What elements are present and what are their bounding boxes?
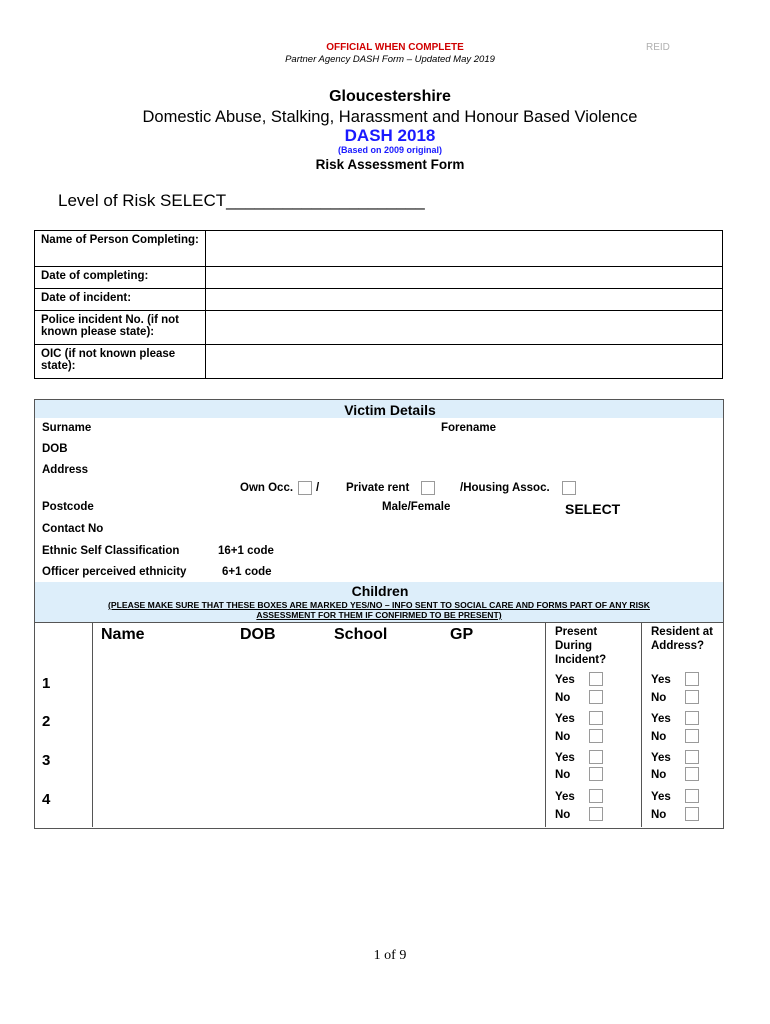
housing-assoc-label: /Housing Assoc.	[460, 482, 550, 494]
resident-at-address-header: Resident at Address?	[651, 626, 713, 652]
child-name-header: Name	[101, 626, 145, 643]
contact-no-label: Contact No	[42, 523, 104, 535]
police-incident-label: Police incident No. (if not known please state):	[35, 311, 206, 345]
resident-no-checkbox[interactable]	[685, 767, 699, 781]
child-school-header: School	[334, 626, 388, 643]
present-no-checkbox[interactable]	[589, 767, 603, 781]
oic-field[interactable]	[206, 345, 723, 379]
private-rent-checkbox[interactable]	[421, 481, 435, 495]
child-row-number: 4	[42, 791, 51, 808]
name-of-person-label: Name of Person Completing:	[35, 231, 206, 267]
resident-yes-label: Yes	[651, 791, 671, 803]
level-of-risk-select[interactable]: Level of Risk SELECT_____________________	[58, 191, 425, 210]
children-col-divider-2	[545, 622, 546, 827]
present-no-checkbox[interactable]	[589, 729, 603, 743]
resident-yes-checkbox[interactable]	[685, 789, 699, 803]
ethnic-self-code[interactable]: 16+1 code	[218, 545, 274, 557]
form-name: Risk Assessment Form	[315, 157, 465, 172]
ethnic-self-label: Ethnic Self Classification	[42, 545, 180, 557]
present-yes-label: Yes	[555, 752, 575, 764]
present-no-label: No	[555, 731, 571, 743]
private-rent-label: Private rent	[346, 482, 410, 494]
based-on-note: (Based on 2009 original)	[337, 145, 443, 155]
present-no-label: No	[555, 809, 571, 821]
gender-label: Male/Female	[382, 501, 451, 513]
children-warning-line1: (PLEASE MAKE SURE THAT THESE BOXES ARE MARKED YES/NO – INFO SENT TO SOCIAL CARE AND FORMS PART OF ANY RISK	[108, 600, 650, 610]
surname-label: Surname	[42, 422, 92, 434]
present-yes-label: Yes	[555, 713, 575, 725]
page-number: 1 of 9	[373, 948, 407, 963]
resident-yes-label: Yes	[651, 674, 671, 686]
child-row-number: 1	[42, 675, 51, 692]
child-row-number: 3	[42, 752, 51, 769]
present-no-checkbox[interactable]	[589, 690, 603, 704]
date-incident-field[interactable]	[206, 289, 723, 311]
postcode-label: Postcode	[42, 501, 94, 513]
officer-ethnicity-code[interactable]: 6+1 code	[222, 566, 272, 578]
resident-no-checkbox[interactable]	[685, 690, 699, 704]
children-warning-line2: ASSESSMENT FOR THEM IF CONFIRMED TO BE PRESENT)	[256, 610, 502, 620]
gender-select[interactable]: SELECT	[565, 501, 621, 517]
present-yes-checkbox[interactable]	[589, 789, 603, 803]
child-dob-header: DOB	[240, 626, 276, 643]
resident-yes-checkbox[interactable]	[685, 672, 699, 686]
resident-no-label: No	[651, 769, 667, 781]
police-incident-field[interactable]	[206, 311, 723, 345]
present-yes-checkbox[interactable]	[589, 750, 603, 764]
name-of-person-field[interactable]	[206, 231, 723, 267]
present-yes-label: Yes	[555, 791, 575, 803]
resident-yes-label: Yes	[651, 713, 671, 725]
present-no-label: No	[555, 692, 571, 704]
present-yes-checkbox[interactable]	[589, 672, 603, 686]
children-table-top-rule	[35, 622, 723, 623]
present-no-checkbox[interactable]	[589, 807, 603, 821]
completion-details-table	[34, 230, 723, 379]
present-yes-label: Yes	[555, 674, 575, 686]
date-incident-label: Date of incident:	[35, 289, 206, 311]
present-no-label: No	[555, 769, 571, 781]
victim-details-title: Victim Details	[344, 402, 436, 418]
children-col-divider-1	[92, 622, 93, 827]
tenure-separator: /	[316, 482, 320, 494]
date-completing-label: Date of completing:	[35, 267, 206, 289]
resident-no-checkbox[interactable]	[685, 807, 699, 821]
children-title: Children	[351, 583, 409, 599]
resident-yes-checkbox[interactable]	[685, 750, 699, 764]
resident-no-label: No	[651, 692, 667, 704]
resident-no-checkbox[interactable]	[685, 729, 699, 743]
forename-label: Forename	[441, 422, 496, 434]
resident-no-label: No	[651, 731, 667, 743]
date-completing-field[interactable]	[206, 267, 723, 289]
oic-label: OIC (if not known please state):	[35, 345, 206, 379]
child-gp-header: GP	[450, 626, 474, 643]
county-title: Gloucestershire	[329, 88, 451, 105]
present-yes-checkbox[interactable]	[589, 711, 603, 725]
resident-no-label: No	[651, 809, 667, 821]
form-scope-title: Domestic Abuse, Stalking, Harassment and Honour Based Violence	[142, 108, 638, 126]
housing-assoc-checkbox[interactable]	[562, 481, 576, 495]
officer-ethnicity-label: Officer perceived ethnicity	[42, 566, 187, 578]
address-label: Address	[42, 464, 89, 476]
children-col-divider-3	[641, 622, 642, 827]
dob-label: DOB	[42, 443, 68, 455]
own-occ-checkbox[interactable]	[298, 481, 312, 495]
resident-yes-checkbox[interactable]	[685, 711, 699, 725]
own-occ-label: Own Occ.	[240, 482, 294, 494]
resident-yes-label: Yes	[651, 752, 671, 764]
present-during-incident-header: Present During Incident?	[555, 626, 607, 666]
reid-label: REID	[646, 42, 670, 53]
official-when-complete: OFFICIAL WHEN COMPLETE	[326, 42, 464, 53]
form-version-subtitle: Partner Agency DASH Form – Updated May 2019	[285, 54, 495, 65]
dash-title: DASH 2018	[344, 126, 436, 145]
child-row-number: 2	[42, 713, 51, 730]
